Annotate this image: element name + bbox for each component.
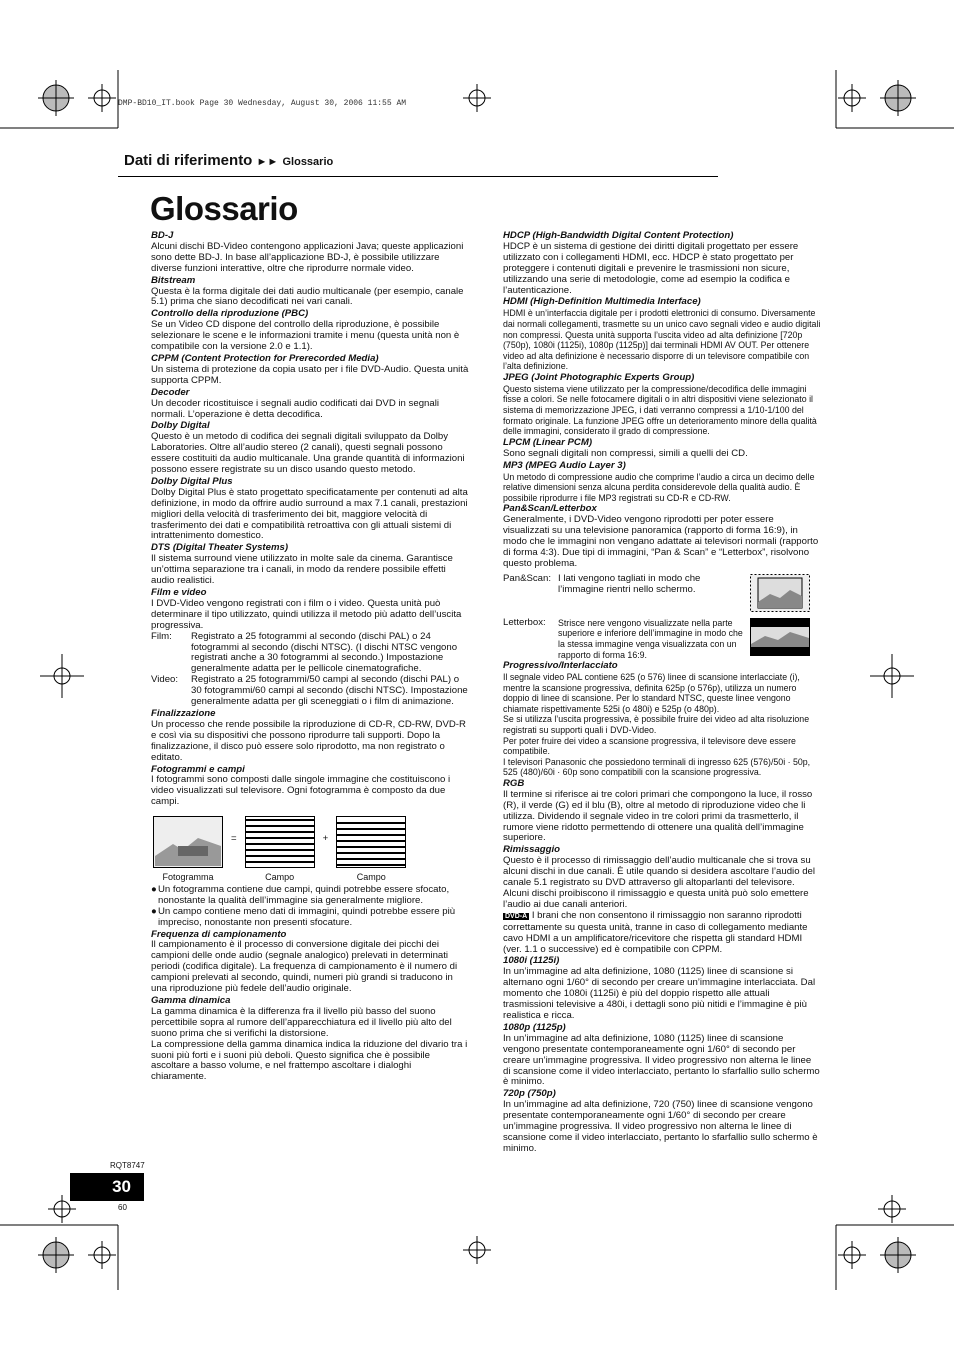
page-number-small: 60: [118, 1203, 127, 1212]
glossary-entry: Fotogrammi e campi I fotogrammi sono composti dalle singole immagine che costituiscono i video visualizzati sul televisore. Ogni fotogramma è composto da due campi. Fotogramma = Campo + Campo ● Un fotogramma contiene due campi, quindi potrebbe essere sfocato, nonostante la qualità dell’immagine sia generalmente migliore. ● Un campo contiene meno dati di immagini, quindi potrebbe essere più impreciso, nonostante non presenti sfocature.: [151, 765, 469, 929]
doc-code: RQT8747: [110, 1161, 145, 1170]
glossary-entry: 720p (750p) In un’immagine ad alta definizione, 720 (750) linee di scansione vengono presentate contemporaneamente ogni 1/60° di secondo per creare un’immagine progressiva. Il video progressivo non alterna le linee di scansione come il video interlacciato, pertanto lo sfarfallio sullo schermo è minimo.: [503, 1088, 818, 1154]
page-number: 30: [112, 1177, 131, 1196]
panscan-row: Pan&Scan: I lati vengono tagliati in modo che l’immagine rientri nello schermo.: [503, 574, 821, 612]
glossary-entry: Gamma dinamica La gamma dinamica è la differenza fra il livello più basso del suono percettibile sopra al rumore dell’apparecchiatura ed il livello più alto del suono prima che si verifichi la distorsione. La compressione della gamma dinamica indica la riduzione del divario tra i suoni più forti e i suoni più deboli. Questo significa che è possibile ascoltare a basso volume, e nel frattempo ascoltare i dialoghi chiaramente.: [151, 995, 468, 1083]
glossary-entry: JPEG (Joint Photographic Experts Group) Questo sistema viene utilizzato per la compressione/decodifica delle immagini fisse a colori. Se nelle fotocamere digitali o in altri dispositivi viene selezionato il sistema di memorizzazione JPEG, i dati verranno compressi a 1/10-1/100 del formato originale. La funzione JPEG offre un deterioramento minore della qualità delle immagini, considerato il grado di compressione.: [503, 371, 817, 437]
right-column: [503, 230, 821, 1155]
frame-image: [153, 816, 223, 868]
glossary-entry: Decoder Un decoder ricostituisce i segnali audio codificati dai DVD in segnali normali. L’operazione è detta decodifica.: [151, 386, 439, 420]
glossary-entry: HDCP (High-Bandwidth Digital Content Protection) HDCP è un sistema di gestione dei diritti digitali progettato per essere utilizzato con i collegamenti HDMI, ecc. HDCP è stato progettato per proteggere i contenuti digitali e prevenire le trasmissioni non sicure, utilizzando una serie di metodologie, come ad esempio la codifica e l’autenticazione.: [503, 230, 799, 296]
field-image: [245, 816, 315, 868]
glossary-entry: Pan&Scan/Letterbox Generalmente, i DVD-Video vengono riprodotti per poter essere visualizzati su una televisione panoramica (rapporto di forma 16:9), in modo che le immagini non vengano adattate ai televisori normali (rapporto di forma 4:3). Due tipi di immagini, “Pan & Scan” e “Letterbox”, risolvono questo problema. Pan&Scan: I lati vengono tagliati in modo che l’immagine rientri nello schermo. Letterbox: Strisce nere vengono visualizzate nella parte superiore e inferiore dell’immagine in modo che la stessa immagine venga visualizzata con un rapporto di forma 16:9.: [503, 504, 821, 660]
glossary-entry: Rimissaggio Questo è il processo di rimissaggio dell’audio multicanale che si trova su alcuni dischi in due canali. È utile quando si desidera ascoltare l’audio del canale 5.1 registrato su DVD attraverso gli altoparlanti del televisore. Alcuni dischi proibiscono il rimissaggio e questa unità può solo emettere l’audio ai due canali anteriori. DVD-A I brani che non consentono il rimissaggio non saranno riprodotti correttamente su questa unità, tranne in caso di collegamento mediante cavo HDMI a un amplificatore/ricevitore che rispetta gli standard HDMI (ver. 1.1 o successive) ed è compatibile con CPPM.: [503, 844, 815, 955]
plus-sign: +: [322, 833, 329, 845]
frame-field-figure: Fotogramma = Campo + Campo: [153, 816, 469, 883]
file-header: DMP-BD10_IT.book Page 30 Wednesday, August 30, 2006 11:55 AM: [118, 99, 407, 108]
glossary-entry: CPPM (Content Protection for Prerecorded Media) Un sistema di protezione da copia usato per i file DVD-Audio. Questa unità supporta CPPM.: [151, 352, 469, 386]
glossary-entry: Dolby Digital Questo è un metodo di codifica dei segnali digitali sviluppato da Dolby Laboratories. Oltre all’audio stereo (2 canali), questi segnali possono essere costituiti da audio multicanale. Una grande quantità di informazioni possono essere registrate su un disco usando questo metodo.: [151, 420, 465, 476]
glossary-entry: DTS (Digital Theater Systems) Il sistema surround viene utilizzato in molte sale da cinema. Garantisce un’ottima separazione tra i canali, in modo da rendere possibile effetti audio realistici.: [151, 542, 453, 587]
page-number-box: [70, 1173, 144, 1201]
letterbox-image: [750, 618, 810, 656]
glossary-entry: Progressivo/Interlacciato Il segnale video PAL contiene 625 (o 576) linee di scansione interlacciate (i), mentre la scansione progressiva, definita 625p (o 576p), utilizza un numero doppio di linee di scansione. Per lo standard NTSC, queste linee vengono chiamate rispettivamente 525i (o 480i) e 525p (o 480p). Se si utilizza l’uscita progressiva, è possibile fruire dei video ad alta risoluzione registrati su supporti quali i DVD-Video. Per poter fruire dei video a scansione progressiva, il televisore deve essere compatibile. I televisori Panasonic che possiedono terminali di ingresso 625 (576)/50i · 50p, 525 (480)/60i · 60p sono compatibili con la scansione progressiva.: [503, 660, 811, 778]
section-sub: Glossario: [282, 156, 334, 168]
film-label: Film:: [151, 630, 172, 642]
glossary-entry: Dolby Digital Plus Dolby Digital Plus è stato progettato specificatamente per contenuti ad alta definizione, in modo da offrire audio surround a max 7.1 canali, prestazioni migliori della velocità di trasferimento dei bit, maggiore velocità di trasferimento dei dati e compatibilità retroattiva con gli attuali sistemi di intrattenimento domestico.: [151, 475, 468, 542]
section-heading: [124, 152, 333, 169]
glossary-entry: 1080p (1125p) In un’immagine ad alta definizione, 1080 (1125) linee di scansione vengono presentate contemporaneamente ogni 1/60° di secondo per creare un’immagine progressiva. Il video progressivo non alterna le linee di scansione come il video interlacciato, pertanto lo sfarfallio sullo schermo è minimo.: [503, 1021, 820, 1088]
section-arrows: ►►: [256, 156, 279, 168]
glossary-entry: RGB Il termine si riferisce ai tre colori primari che compongono la luce, il rosso (R), il verde (G) ed il blu (B), oltre al metodo di riproduzione video che li utilizza. Dividendo il segnale video in tre colori primi da trasmetterlo, il rumore viene ridotto permettendo di ottenere una qualità dell’immagine superiore.: [503, 777, 813, 844]
glossary-entry: 1080i (1125i) In un’immagine ad alta definizione, 1080 (1125) linee di scansione si alternano ogni 1/60° di secondo per creare un’immagine interlacciata. Dal momento che 1080i (1125i) è più del doppio rispetto alle attuali trasmissioni televisive a 480i, i dettagli sono più nitidi e l’immagine è più realistica e ricca.: [503, 955, 816, 1021]
dvd-a-badge: DVD-A: [505, 912, 528, 920]
field-image: [336, 816, 406, 868]
bullet-icon: ●: [151, 883, 157, 895]
glossary-entry: HDMI (High-Definition Multimedia Interface) HDMI è un’interfaccia digitale per i prodotti elettronici di consumo. Diversamente dai normali collegamenti, trasmette su un unico cavo segnali video e audio digitali non compressi. Questa unità supporta l’uscita video ad alta definizione [720p (750p), 1080i (1125i), 1080p (1125p)] dai terminali HDMI AV OUT. Per ottenere video ad alta definizione è necessario disporre di un televisore compatibile con l’alta definizione.: [503, 296, 821, 372]
glossary-entry: BD-J Alcuni dischi BD-Video contengono applicazioni Java; queste applicazioni sono dette BD-J. In base all’applicazione BD-J, è possibile utilizzare diverse funzioni interattive, oltre che riprodurre normale video.: [151, 230, 464, 274]
glossary-entry: MP3 (MPEG Audio Layer 3) Un metodo di compressione audio che comprime l’audio a circa un decimo delle relative dimensioni senza alcuna perdita considerevole della qualità audio. È possibile riprodurre i file MP3 registrati su CD-R e CD-RW.: [503, 459, 815, 503]
section-title: Dati di riferimento: [124, 152, 253, 169]
page-title: Glossario: [150, 190, 298, 227]
glossary-entry: LPCM (Linear PCM) Sono segnali digitali non compressi, simili a quelli dei CD.: [503, 436, 748, 459]
section-rule: [118, 176, 718, 177]
glossary-entry: Film e video I DVD-Video vengono registrati con i film o i video. Questa unità può determinare il tipo utilizzato, quindi utilizza il metodo più adatto dell’uscita progressiva. Film: Registrato a 25 fotogrammi al secondo (dischi PAL) o 24 fotogrammi al secondo (dischi NTSC). (I dischi NTSC vengono registrati anche a 30 fotogrammi al secondo.) Impostazione generalmente adatta per le pellicole cinematografiche. Video: Registrato a 25 fotogrammi/50 campi al secondo (dischi PAL) o 30 fotogrammi/60 campi al secondo (dischi NTSC). Impostazione generalmente adatta per gli sceneggiati o i film di animazione.: [151, 587, 468, 708]
letterbox-row: Letterbox: Strisce nere vengono visualizzate nella parte superiore e inferiore dell’immagine in modo che la stessa immagine venga visualizzata con un rapporto di forma 16:9.: [503, 618, 821, 660]
glossary-entry: Finalizzazione Un processo che rende possibile la riproduzione di CD-R, CD-RW, DVD-R e così via su dispositivi che possono riprodurre tali supporti. Dopo la finalizzazione, il disco può essere solo riprodotto, ma non registrato o editato.: [151, 707, 466, 763]
glossary-entry: Bitstream Questa è la forma digitale dei dati audio multicanale (per esempio, canale 5.1) prima che siano decodificati nei vari canali.: [151, 274, 464, 308]
panscan-image: [750, 574, 810, 612]
glossary-entry: Controllo della riproduzione (PBC) Se un Video CD dispone del controllo della riproduzione, è possibile selezionare le scene e le informazioni tramite i menu (questa unità non è compatibile con la versione 2.0 e 1.1).: [151, 308, 460, 353]
equals-sign: =: [231, 833, 237, 845]
glossary-entry: Frequenza di campionamento Il campionamento è il processo di conversione digitale dei picchi dei campioni delle onde audio (segnale analogico) prelevati in determinati periodi (codifica digitale). La frequenza di campionamento è il numero di campioni prelevati al secondo, quindi, numeri più grandi si traducono in una riproduzione più fedele dell’audio originale.: [151, 928, 458, 995]
left-column: [151, 230, 469, 1083]
video-label: Video:: [151, 674, 179, 686]
bullet-icon: ●: [151, 905, 157, 917]
